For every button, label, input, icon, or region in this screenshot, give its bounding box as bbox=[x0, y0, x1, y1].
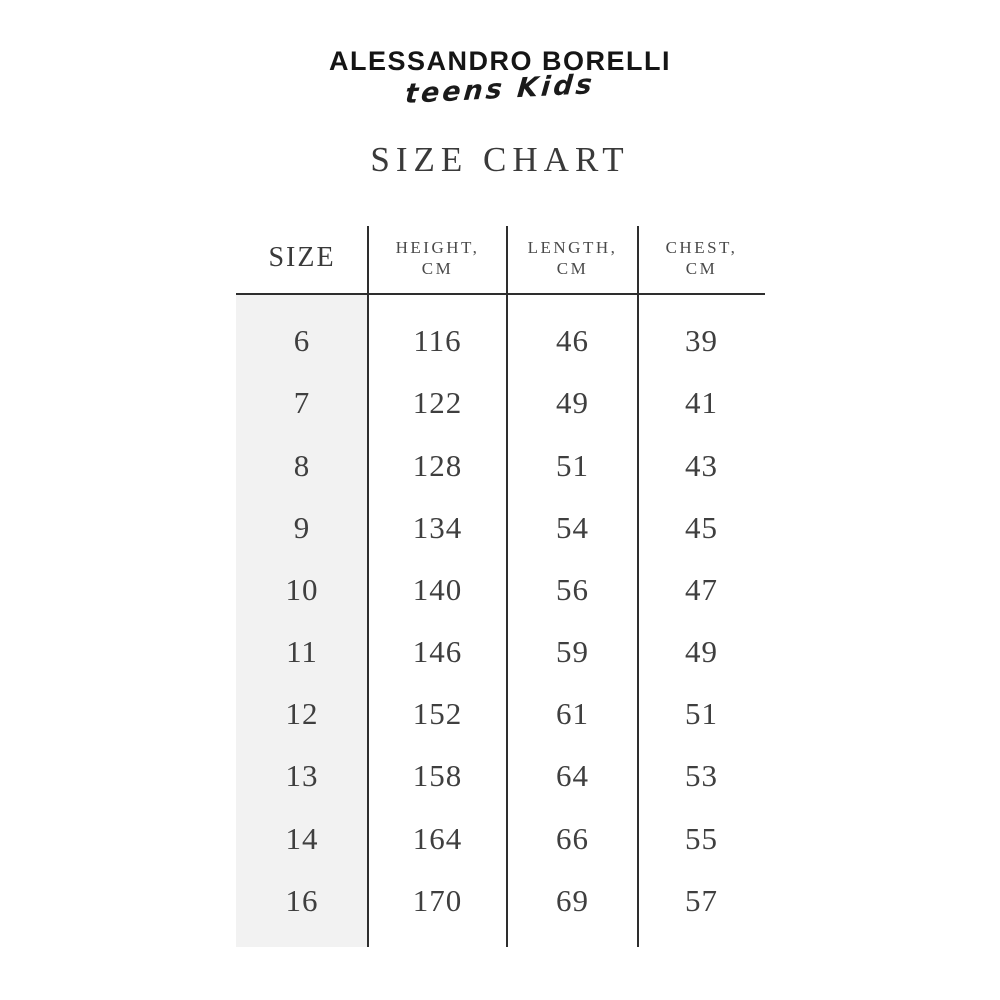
length-cell: 56 bbox=[556, 571, 589, 607]
height-cell: 158 bbox=[412, 758, 463, 794]
table-row bbox=[236, 385, 765, 421]
height-cell: 116 bbox=[413, 323, 462, 359]
column-header-height bbox=[368, 237, 507, 279]
column-header-unit: CM bbox=[421, 258, 454, 278]
length-cell: 51 bbox=[556, 447, 589, 483]
length-cell: 66 bbox=[556, 820, 589, 856]
table-row bbox=[236, 571, 765, 607]
table-row bbox=[236, 758, 765, 794]
column-header-unit: CM bbox=[685, 258, 718, 278]
brand-name: ALESSANDRO BORELLI bbox=[328, 46, 671, 76]
column-header-chest bbox=[638, 237, 765, 279]
height-cell: 140 bbox=[412, 571, 463, 607]
length-cell: 61 bbox=[556, 696, 589, 732]
length-cell: 59 bbox=[556, 634, 589, 670]
column-header-length bbox=[507, 237, 638, 279]
height-cell: 146 bbox=[412, 634, 463, 670]
length-cell: 49 bbox=[556, 385, 589, 421]
table-header-row bbox=[236, 222, 765, 293]
table-body bbox=[236, 294, 765, 947]
size-cell: 13 bbox=[285, 758, 319, 794]
length-cell: 64 bbox=[556, 758, 589, 794]
size-chart-table bbox=[236, 222, 765, 947]
size-cell: 9 bbox=[293, 509, 311, 545]
size-cell: 8 bbox=[293, 447, 311, 483]
column-header-unit: CM bbox=[556, 258, 589, 278]
table-row bbox=[236, 820, 765, 856]
chest-cell: 57 bbox=[685, 882, 718, 918]
size-cell: 16 bbox=[285, 882, 319, 918]
height-cell: 170 bbox=[412, 882, 463, 918]
brand-subline: teens Kids bbox=[403, 68, 597, 111]
column-header-label: HEIGHT, bbox=[395, 237, 480, 257]
length-cell: 54 bbox=[556, 509, 589, 545]
size-cell: 7 bbox=[293, 385, 311, 421]
chest-cell: 43 bbox=[685, 447, 718, 483]
chest-cell: 41 bbox=[685, 385, 718, 421]
height-cell: 134 bbox=[412, 509, 463, 545]
chest-cell: 51 bbox=[685, 696, 718, 732]
chest-cell: 47 bbox=[685, 571, 718, 607]
table-row bbox=[236, 882, 765, 918]
table-row bbox=[236, 323, 765, 359]
size-cell: 11 bbox=[286, 634, 318, 670]
height-cell: 128 bbox=[412, 447, 463, 483]
chest-cell: 49 bbox=[685, 634, 718, 670]
length-cell: 69 bbox=[556, 882, 589, 918]
table-row bbox=[236, 696, 765, 732]
height-cell: 122 bbox=[412, 385, 463, 421]
height-cell: 152 bbox=[412, 696, 463, 732]
size-cell: 12 bbox=[285, 696, 319, 732]
column-header-label: CHEST, bbox=[665, 237, 738, 257]
chest-cell: 53 bbox=[685, 758, 718, 794]
length-cell: 46 bbox=[556, 323, 589, 359]
column-header-label: LENGTH, bbox=[527, 237, 618, 257]
chest-cell: 55 bbox=[685, 820, 718, 856]
page-title: SIZE CHART bbox=[370, 140, 630, 179]
chest-cell: 45 bbox=[685, 509, 718, 545]
table-row bbox=[236, 509, 765, 545]
table-row bbox=[236, 634, 765, 670]
chest-cell: 39 bbox=[685, 323, 718, 359]
height-cell: 164 bbox=[412, 820, 463, 856]
size-cell: 10 bbox=[285, 571, 319, 607]
size-cell: 6 bbox=[293, 323, 311, 359]
column-header-size: SIZE bbox=[268, 242, 336, 273]
table-row bbox=[236, 447, 765, 483]
size-cell: 14 bbox=[285, 820, 319, 856]
